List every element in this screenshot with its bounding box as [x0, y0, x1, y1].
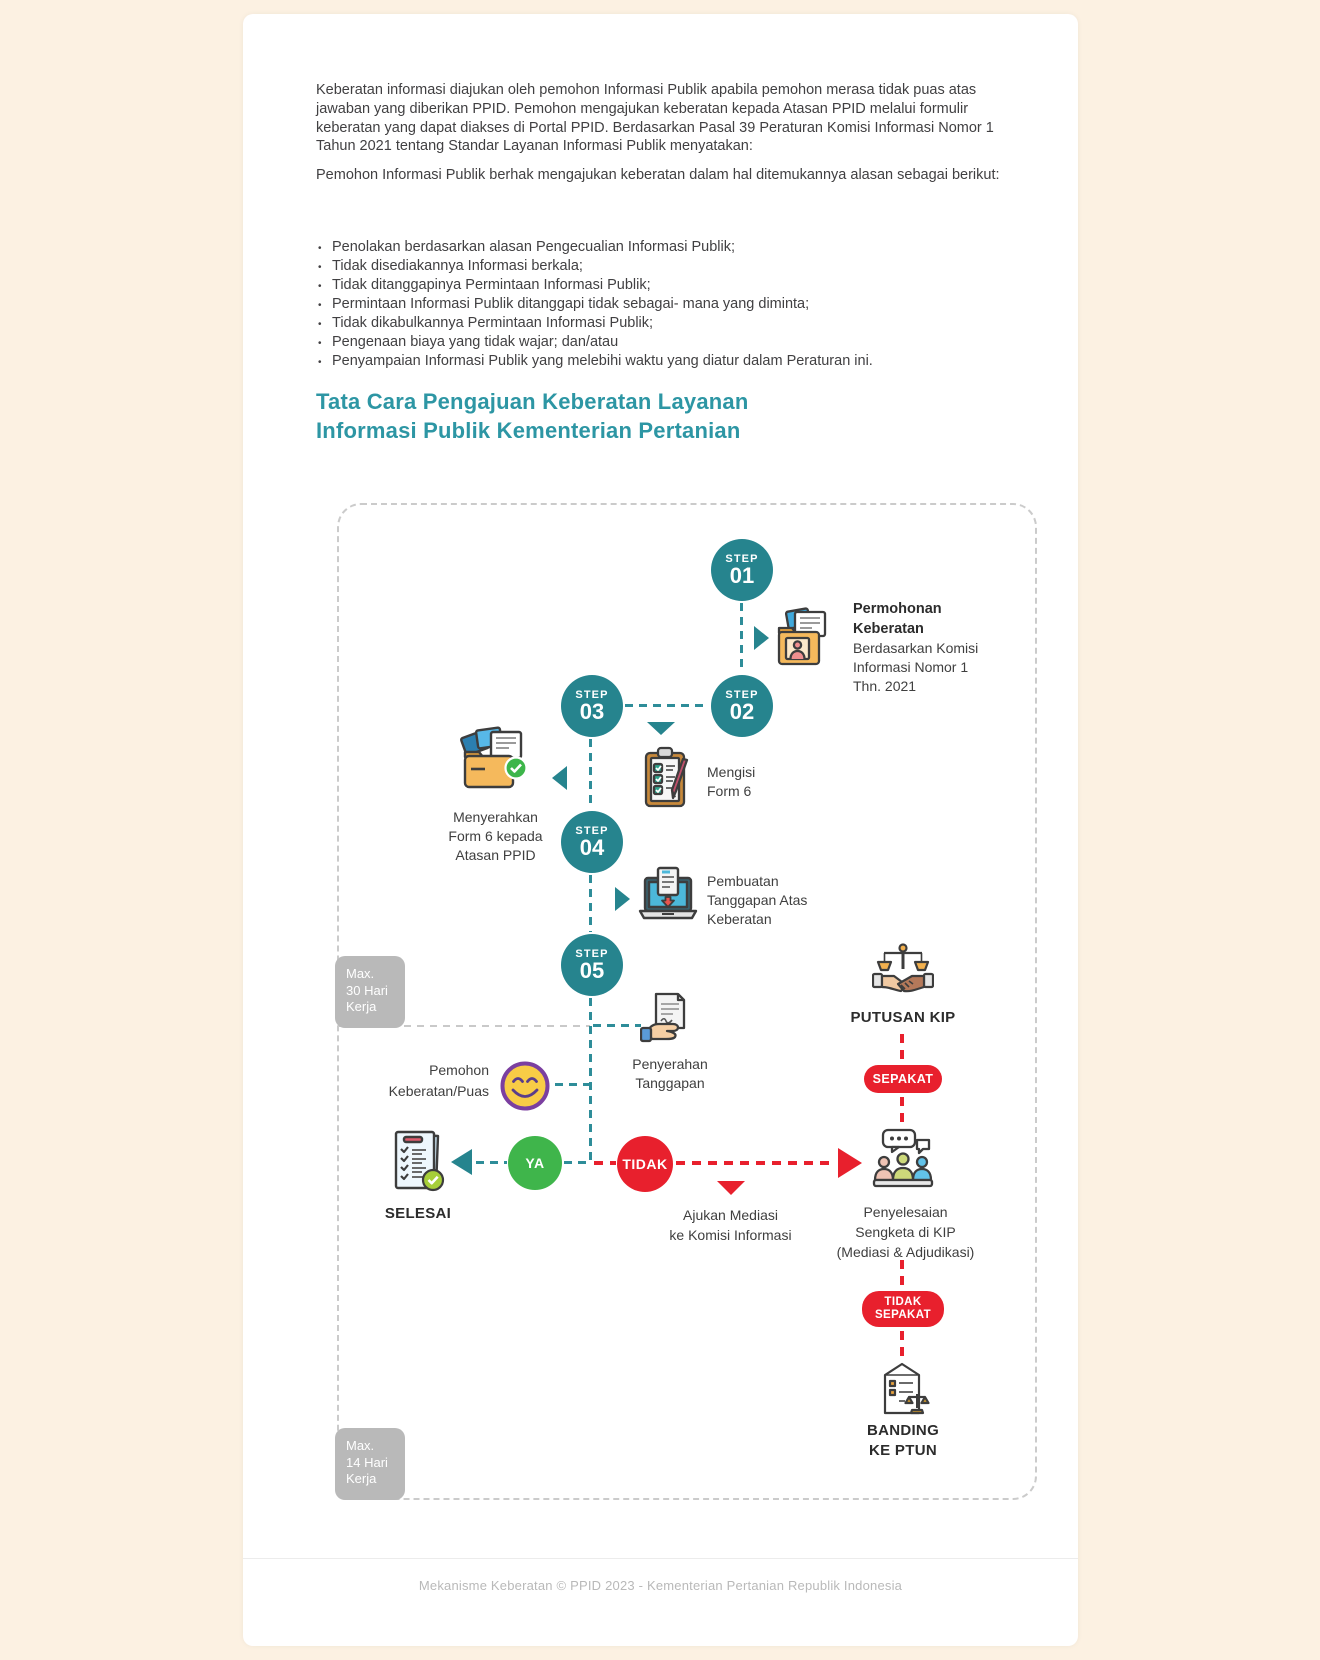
page-title [316, 388, 1016, 445]
connector-step3-step4 [589, 739, 592, 809]
connector-smiley [555, 1083, 589, 1086]
folder-check-icon [457, 726, 533, 798]
decision-tidak-badge: TIDAK [617, 1136, 673, 1192]
footer-divider [243, 1558, 1078, 1559]
label-permohonan-keberatan: Permohonan Keberatan Berdasarkan Komisi Informasi Nomor 1 Thn. 2021 [853, 601, 979, 694]
label-menyerahkan-form6: Menyerahkan Form 6 kepada Atasan PPID [448, 809, 543, 863]
arrow-right-pembuatan-icon [615, 887, 630, 911]
mediation-people-icon [870, 1128, 936, 1192]
hand-document-icon [640, 990, 696, 1048]
list-item: • Tidak disediakannya Informasi berkala; [316, 257, 1036, 276]
connector-step4-step5 [589, 875, 592, 932]
badge-tidak-sepakat: TIDAK SEPAKAT [862, 1291, 944, 1327]
arrow-down-ajukan-mediasi [717, 1181, 745, 1195]
connector-putusan-sepakat [900, 1034, 904, 1062]
list-item: • Penyampaian Informasi Publik yang melebihi waktu yang diatur dalam Peraturan ini. [316, 352, 1036, 371]
decision-ya-badge: YA [508, 1136, 562, 1190]
checklist-complete-icon [388, 1128, 448, 1194]
label-pembuatan-tanggapan: Pembuatan Tanggapan Atas Keberatan [707, 873, 808, 927]
label-pemohon-puas: Pemohon Keberatan/Puas [388, 1062, 489, 1099]
document-scales-icon [873, 1361, 931, 1417]
connector-to-penyerahan [593, 1024, 641, 1027]
list-item: • Tidak dikabulkannya Permintaan Informasi Publik; [316, 314, 1036, 333]
page-card [243, 14, 1078, 1646]
connector-ya-selesai [476, 1161, 507, 1164]
reason-list [316, 238, 1036, 371]
folder-photo-icon [775, 607, 832, 670]
duration-badge-30-days: Max. 30 Hari Kerja [335, 956, 405, 1028]
badge-sepakat: SEPAKAT [864, 1065, 942, 1093]
step-03-badge: STEP 03 [561, 675, 623, 737]
connector-step5-decision [589, 998, 592, 1164]
handshake-scales-icon [872, 943, 934, 1003]
connector-step2-step3 [625, 704, 709, 707]
arrow-left-menyerahkan-icon [552, 766, 567, 790]
arrow-left-selesai [451, 1149, 472, 1175]
step-05-badge: STEP 05 [561, 934, 623, 996]
step-01-badge: STEP 01 [711, 539, 773, 601]
second-paragraph: Pemohon Informasi Publik berhak mengajukan keberatan dalam hal ditemukannya alasan sebagai berikut: [316, 167, 1000, 183]
arrow-right-permohonan-icon [754, 626, 769, 650]
step-02-badge: STEP 02 [711, 675, 773, 737]
label-penyerahan-tanggapan: Penyerahan Tanggapan [632, 1056, 708, 1091]
page-title-line1: Tata Cara Pengajuan Keberatan Layanan [316, 389, 749, 414]
page-title-line2: Informasi Publik Kementerian Pertanian [316, 417, 741, 443]
intro-paragraph: Keberatan informasi diajukan oleh pemohon Informasi Publik apabila pemohon merasa tidak puas atas jawaban yang diberikan PPID. Pemohon mengajukan keberatan kepada Atasan PPID melalui formulir keberatan yang dapat diakses di Portal PPID. Berdasarkan Pasal 39 Peraturan Komisi Informasi Nomor 1 Tahun 2021 tentang Standar Layanan Informasi Publik menyatakan: [316, 82, 994, 155]
arrow-right-mediasi [838, 1148, 862, 1178]
label-selesai: SELESAI [384, 1205, 452, 1222]
list-item: • Penolakan berdasarkan alasan Pengecualian Informasi Publik; [316, 238, 1036, 257]
duration-badge-14-days: Max. 14 Hari Kerja [335, 1428, 405, 1500]
list-item: • Permintaan Informasi Publik ditanggapi tidak sebagai- mana yang diminta; [316, 295, 1036, 314]
connector-junction-tidak [594, 1161, 616, 1165]
label-putusan-kip: PUTUSAN KIP [850, 1009, 956, 1026]
laptop-document-icon [638, 865, 698, 927]
connector-ya-junction [564, 1161, 590, 1164]
clipboard-checklist-icon [641, 746, 693, 810]
label-ajukan-mediasi: Ajukan Mediasi ke Komisi Informasi [669, 1207, 792, 1243]
connector-penyelesaian-tidaksepakat [900, 1260, 904, 1288]
footer-text: Mekanisme Keberatan © PPID 2023 - Kementerian Pertanian Republik Indonesia [418, 1578, 903, 1593]
connector-tidaksepakat-banding [900, 1331, 904, 1359]
label-penyelesaian-sengketa: Penyelesaian Sengketa di KIP (Mediasi & Adjudikasi) [836, 1204, 975, 1260]
step-04-badge: STEP 04 [561, 811, 623, 873]
smiley-face-icon [499, 1060, 551, 1112]
connector-sepakat-penyelesaian [900, 1097, 904, 1127]
connector-step1-step2 [740, 603, 743, 673]
list-item: • Pengenaan biaya yang tidak wajar; dan/atau [316, 333, 1036, 352]
list-item: • Tidak ditanggapinya Permintaan Informasi Publik; [316, 276, 1036, 295]
arrow-down-mengisi-icon [647, 722, 675, 735]
label-mengisi-form6: Mengisi Form 6 [707, 764, 756, 799]
label-banding-ke-ptun: BANDING KE PTUN [866, 1422, 940, 1459]
connector-tidak-mediasi [676, 1161, 836, 1165]
